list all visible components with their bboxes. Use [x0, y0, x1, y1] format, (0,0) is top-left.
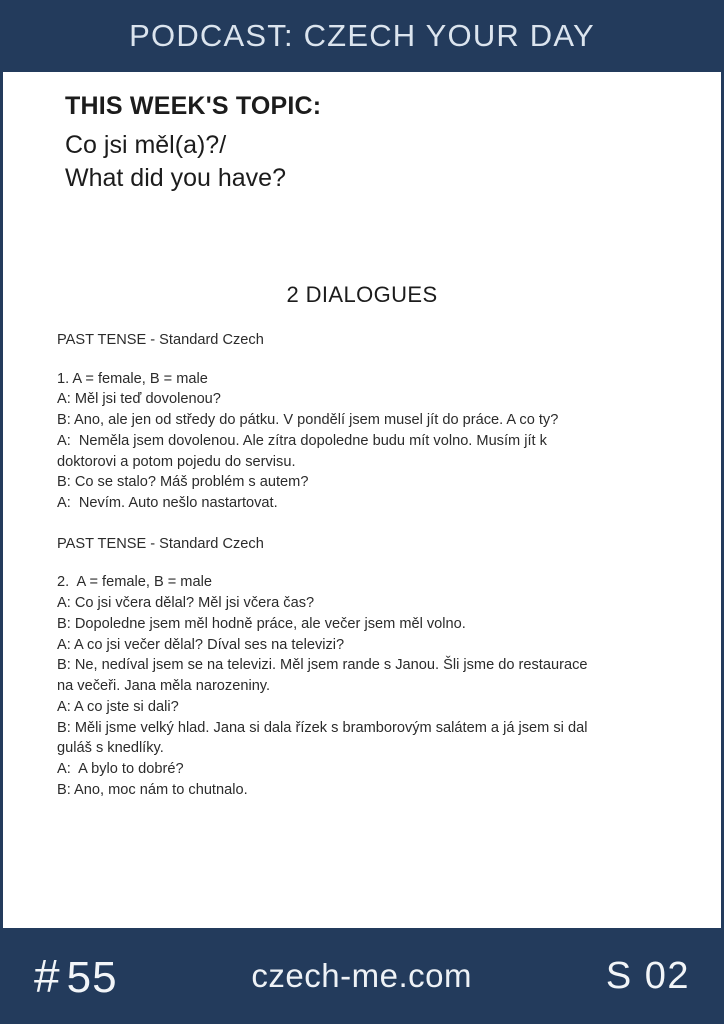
dialogue-line: A: A co jsi večer dělal? Díval ses na televizi? — [57, 636, 345, 653]
dialogue-line: B: Dopoledne jsem měl hodně práce, ale večer jsem měl volno. — [57, 615, 466, 632]
dialogue-section-1 — [57, 330, 673, 514]
topic-line-czech: Co jsi měl(a)?/ — [65, 131, 227, 159]
dialogue-line: A: Neměla jsem dovolenou. Ale zítra dopoledne budu mít volno. Musím jít k — [57, 432, 547, 449]
dialogue-line: doktorovi a potom pojedu do servisu. — [57, 453, 296, 470]
dialogue-section-2 — [57, 534, 673, 801]
hash-icon: # — [34, 950, 61, 1002]
dialogue-line: A: Co jsi včera dělal? Měl jsi včera čas? — [57, 595, 315, 612]
topic-block — [65, 92, 681, 195]
topic-line-english: What did you have? — [65, 164, 286, 192]
page-title: PODCAST: CZECH YOUR DAY — [129, 18, 595, 53]
dialogue-line: A: A co jste si dali? — [57, 698, 179, 715]
episode-number — [34, 949, 118, 1003]
dialogue-line: A: A bylo to dobré? — [57, 760, 184, 777]
header-banner — [0, 0, 724, 72]
dialogue-line: na večeři. Jana měla narozeniny. — [57, 678, 271, 695]
dialogue-line: A: Nevím. Auto nešlo nastartovat. — [57, 495, 278, 512]
episode-number-value: 55 — [66, 953, 118, 1002]
dialogues-heading: 2 DIALOGUES — [286, 282, 438, 307]
dialogue-line: B: Ano, moc nám to chutnalo. — [57, 781, 248, 798]
dialogue-line: B: Co se stalo? Máš problém s autem? — [57, 474, 309, 491]
season-label: S 02 — [605, 954, 690, 997]
topic-label: THIS WEEK'S TOPIC: — [65, 92, 322, 120]
dialogue-line: B: Ano, ale jen od středy do pátku. V pondělí jsem musel jít do práce. A co ty? — [57, 412, 559, 429]
section-title: PAST TENSE - Standard Czech — [57, 535, 264, 552]
dialogue-line: guláš s knedlíky. — [57, 740, 164, 757]
dialogue-line: B: Ne, nedíval jsem se na televizi. Měl jsem rande s Janou. Šli jsme do restaurace — [57, 657, 588, 674]
dialogue-line: 1. A = female, B = male — [57, 370, 208, 387]
dialogues-body — [57, 330, 673, 820]
dialogue-line: B: Měli jsme velký hlad. Jana si dala řízek s bramborovým salátem a já jsem si dal — [57, 719, 588, 736]
footer-banner — [0, 928, 724, 1024]
section-title: PAST TENSE - Standard Czech — [57, 332, 264, 348]
dialogue-line: A: Měl jsi teď dovolenou? — [57, 391, 221, 408]
website-link[interactable]: czech-me.com — [251, 957, 472, 994]
dialogue-line: 2. A = female, B = male — [57, 574, 212, 591]
